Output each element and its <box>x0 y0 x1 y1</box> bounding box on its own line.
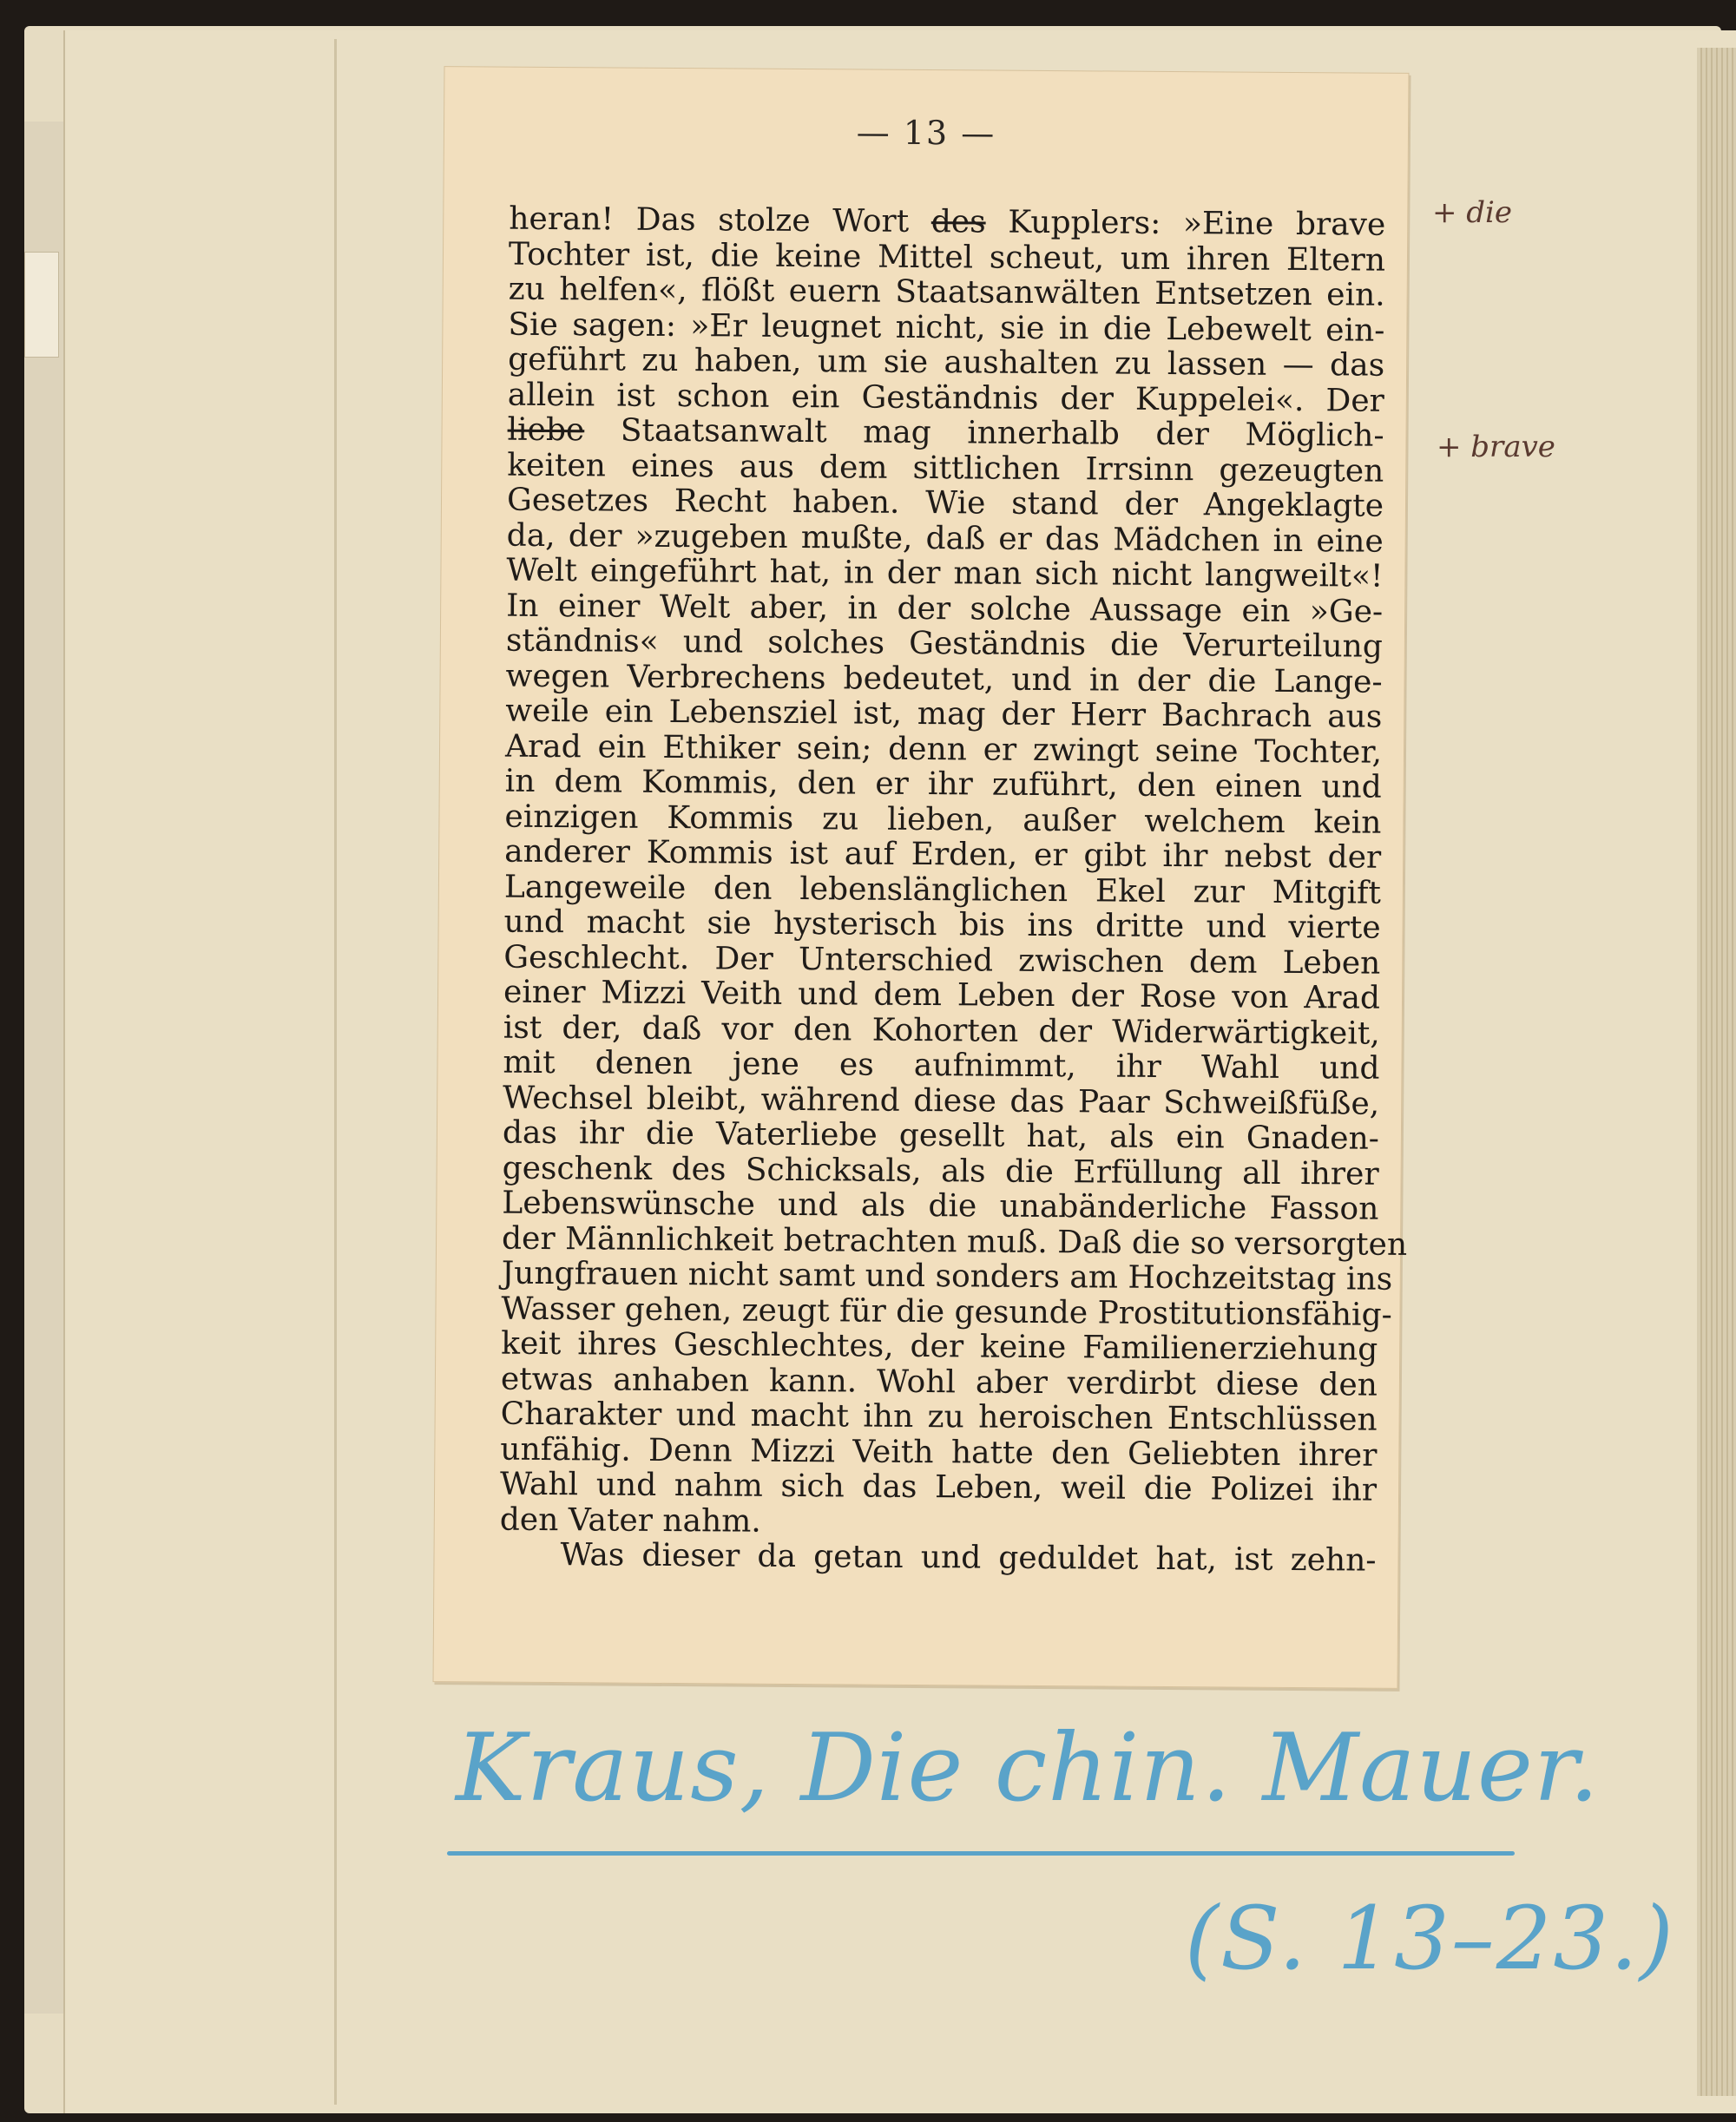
margin-note-2: + brave <box>1437 430 1555 464</box>
article-line <box>499 1538 1376 1580</box>
newspaper-clipping <box>433 66 1410 1689</box>
line-text: unfähig. Denn Mizzi Veith hatte den Geliebten ihrer <box>500 1431 1378 1474</box>
line-text: Arad ein Ethiker sein; denn er zwingt seine Tochter, <box>504 728 1383 771</box>
margin-note-1: + die <box>1432 195 1513 230</box>
line-text: Lebenswünsche und als die unabänderliche Fasson <box>502 1185 1379 1227</box>
line-text: Gesetzes Recht haben. Wie stand der Angeklagte <box>506 482 1384 524</box>
handwritten-page-range: (S. 13–23.) <box>1185 1888 1675 1989</box>
paper-tab <box>24 252 59 358</box>
line-text: das ihr die Vaterliebe gesellt hat, als ein Gnaden- <box>502 1114 1380 1157</box>
line-text: Geschlecht. Der Unterschied zwischen dem Leben <box>503 939 1381 982</box>
line-text: Charakter und macht ihn zu heroischen Entschlüssen <box>500 1396 1378 1438</box>
line-text: geschenk des Schicksals, als die Erfüllung all ihrer <box>502 1150 1379 1192</box>
line-text: keiten eines aus dem sittlichen Irrsinn gezeugten <box>507 447 1384 489</box>
page-number: — 13 — <box>856 113 996 153</box>
line-text: den Vater nahm. <box>499 1501 761 1540</box>
line-text: Wahl und nahm sich das Leben, weil die Polizei ihr <box>499 1466 1378 1508</box>
struck-word: des <box>930 204 986 240</box>
line-text: geführt zu haben, um sie aushalten zu lassen — das <box>508 341 1385 384</box>
handwritten-underline <box>447 1851 1515 1856</box>
book <box>24 26 1721 2113</box>
line-text: weile ein Lebensziel ist, mag der Herr Bachrach aus <box>505 693 1383 735</box>
line-text: In einer Welt aber, in der solche Aussage ein »Ge- <box>506 588 1384 630</box>
line-text: da, der »zugeben mußte, daß er das Mädchen in eine <box>506 517 1384 560</box>
line-text: anderer Kommis ist auf Erden, er gibt ihr nebst der <box>504 833 1382 876</box>
line-text: Kupplers: »Eine brave <box>985 204 1386 243</box>
page-stack-edges <box>1697 48 1736 2096</box>
line-text: Welt eingeführt hat, in der man sich nicht langweilt«! <box>506 552 1384 595</box>
line-text: einer Mizzi Veith und dem Leben der Rose von Arad <box>503 974 1381 1016</box>
line-text: mit denen jene es aufnimmt, ihr Wahl und <box>503 1044 1380 1087</box>
line-text: heran! Das stolze Wort <box>509 200 931 240</box>
line-text: zu helfen«, flößt euern Staatsanwälten Entsetzen ein. <box>508 271 1385 313</box>
line-text: keit ihres Geschlechtes, der keine Familienerziehung <box>501 1325 1378 1368</box>
line-text: Tochter ist, die keine Mittel scheut, um ihren Eltern <box>508 236 1386 279</box>
line-text: Wasser gehen, zeugt für die gesunde Prostitutionsfähig- <box>501 1291 1392 1333</box>
line-text: Jungfrauen nicht samt und sonders am Hochzeitstag ins <box>501 1255 1393 1298</box>
article-text <box>499 200 1408 1580</box>
line-text: Sie sagen: »Er leugnet nicht, sie in die Lebewelt ein- <box>508 306 1385 349</box>
line-text: allein ist schon ein Geständnis der Kuppelei«. Der <box>507 377 1384 419</box>
line-text: in dem Kommis, den er ihr zuführt, den einen und <box>504 763 1382 805</box>
line-text: ständnis« und solches Geständnis die Verurteilung <box>505 622 1384 665</box>
line-text: etwas anhaben kann. Wohl aber verdirbt diese den <box>500 1361 1378 1403</box>
book-page <box>63 30 1736 2113</box>
line-text: ist der, daß vor den Kohorten der Widerwärtigkeit, <box>503 1009 1380 1052</box>
page-fold-line <box>334 39 337 2105</box>
line-text: Langeweile den lebenslänglichen Ekel zur Mitgift <box>503 869 1382 911</box>
line-text: Was dieser da getan und geduldet hat, ist zehn- <box>560 1537 1377 1579</box>
line-text: einzigen Kommis zu lieben, außer welchem kein <box>504 798 1382 841</box>
line-text: wegen Verbrechens bedeutet, und in der die Lange- <box>505 658 1383 700</box>
line-text: Staatsanwalt mag innerhalb der Möglich- <box>584 412 1384 454</box>
line-text: und macht sie hysterisch bis ins dritte und vierte <box>503 903 1381 946</box>
handwritten-title: Kraus, Die chin. Mauer. <box>456 1714 1601 1823</box>
line-text: Wechsel bleibt, während diese das Paar Schweißfüße, <box>503 1080 1380 1122</box>
line-text: der Männlichkeit betrachten muß. Daß die so versorgten <box>501 1220 1408 1263</box>
struck-word: liebe <box>507 411 585 449</box>
